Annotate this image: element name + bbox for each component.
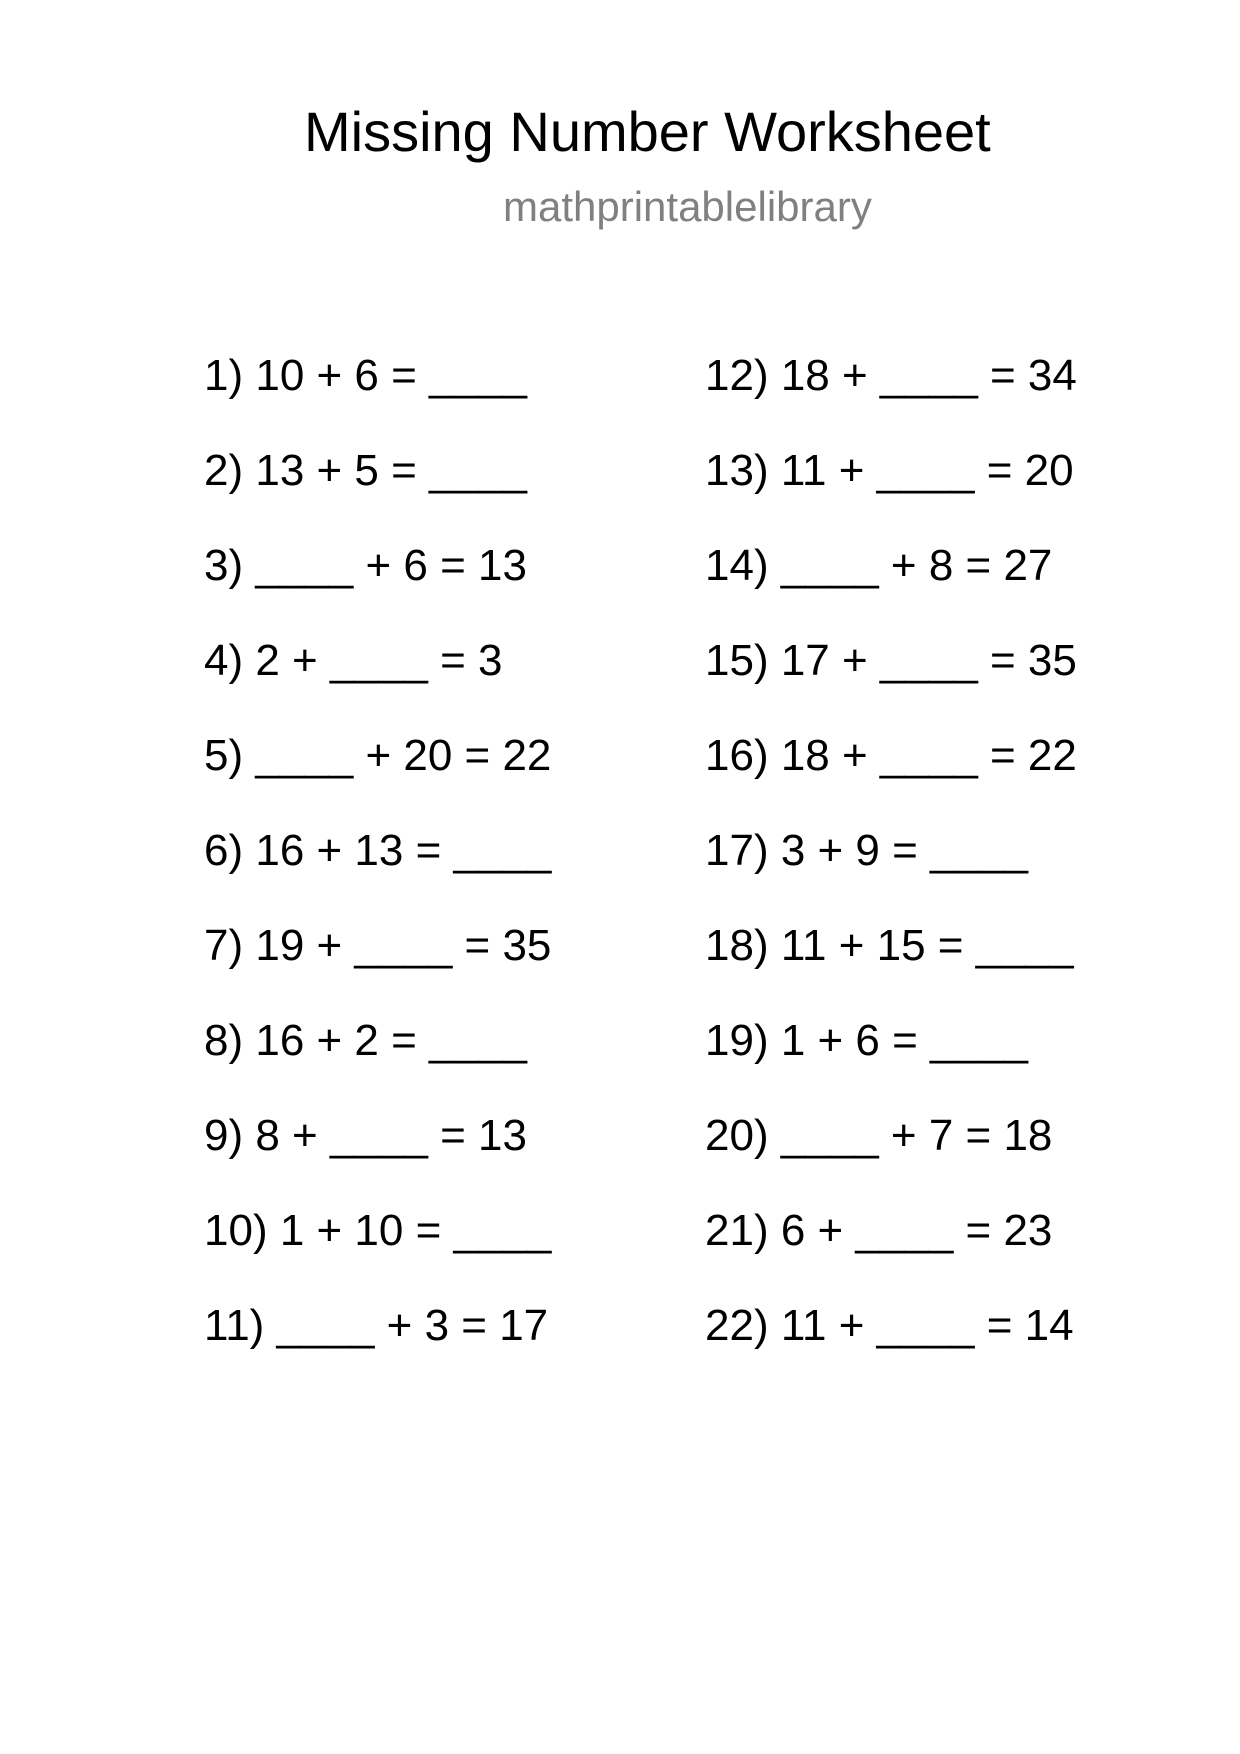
worksheet-title: Missing Number Worksheet	[304, 100, 991, 163]
problem-16: 16) 18 + ____ = 22	[705, 731, 1077, 780]
problem-2: 2) 13 + 5 = ____	[204, 446, 527, 495]
problem-12: 12) 18 + ____ = 34	[705, 351, 1077, 400]
problem-10: 10) 1 + 10 = ____	[204, 1206, 552, 1255]
problem-11: 11) ____ + 3 = 17	[204, 1301, 549, 1350]
problem-14: 14) ____ + 8 = 27	[705, 541, 1053, 590]
worksheet-source: mathprintablelibrary	[503, 183, 872, 230]
problem-22: 22) 11 + ____ = 14	[705, 1301, 1074, 1350]
problem-4: 4) 2 + ____ = 3	[204, 636, 503, 685]
problem-3: 3) ____ + 6 = 13	[204, 541, 527, 590]
problem-19: 19) 1 + 6 = ____	[705, 1016, 1028, 1065]
problem-8: 8) 16 + 2 = ____	[204, 1016, 527, 1065]
problem-17: 17) 3 + 9 = ____	[705, 826, 1028, 875]
problem-18: 18) 11 + 15 = ____	[705, 921, 1074, 970]
problem-1: 1) 10 + 6 = ____	[204, 351, 527, 400]
problem-6: 6) 16 + 13 = ____	[204, 826, 552, 875]
problem-9: 9) 8 + ____ = 13	[204, 1111, 527, 1160]
problem-7: 7) 19 + ____ = 35	[204, 921, 552, 970]
problem-5: 5) ____ + 20 = 22	[204, 731, 552, 780]
problem-21: 21) 6 + ____ = 23	[705, 1206, 1053, 1255]
problem-20: 20) ____ + 7 = 18	[705, 1111, 1053, 1160]
problem-15: 15) 17 + ____ = 35	[705, 636, 1077, 685]
problem-13: 13) 11 + ____ = 20	[705, 446, 1074, 495]
